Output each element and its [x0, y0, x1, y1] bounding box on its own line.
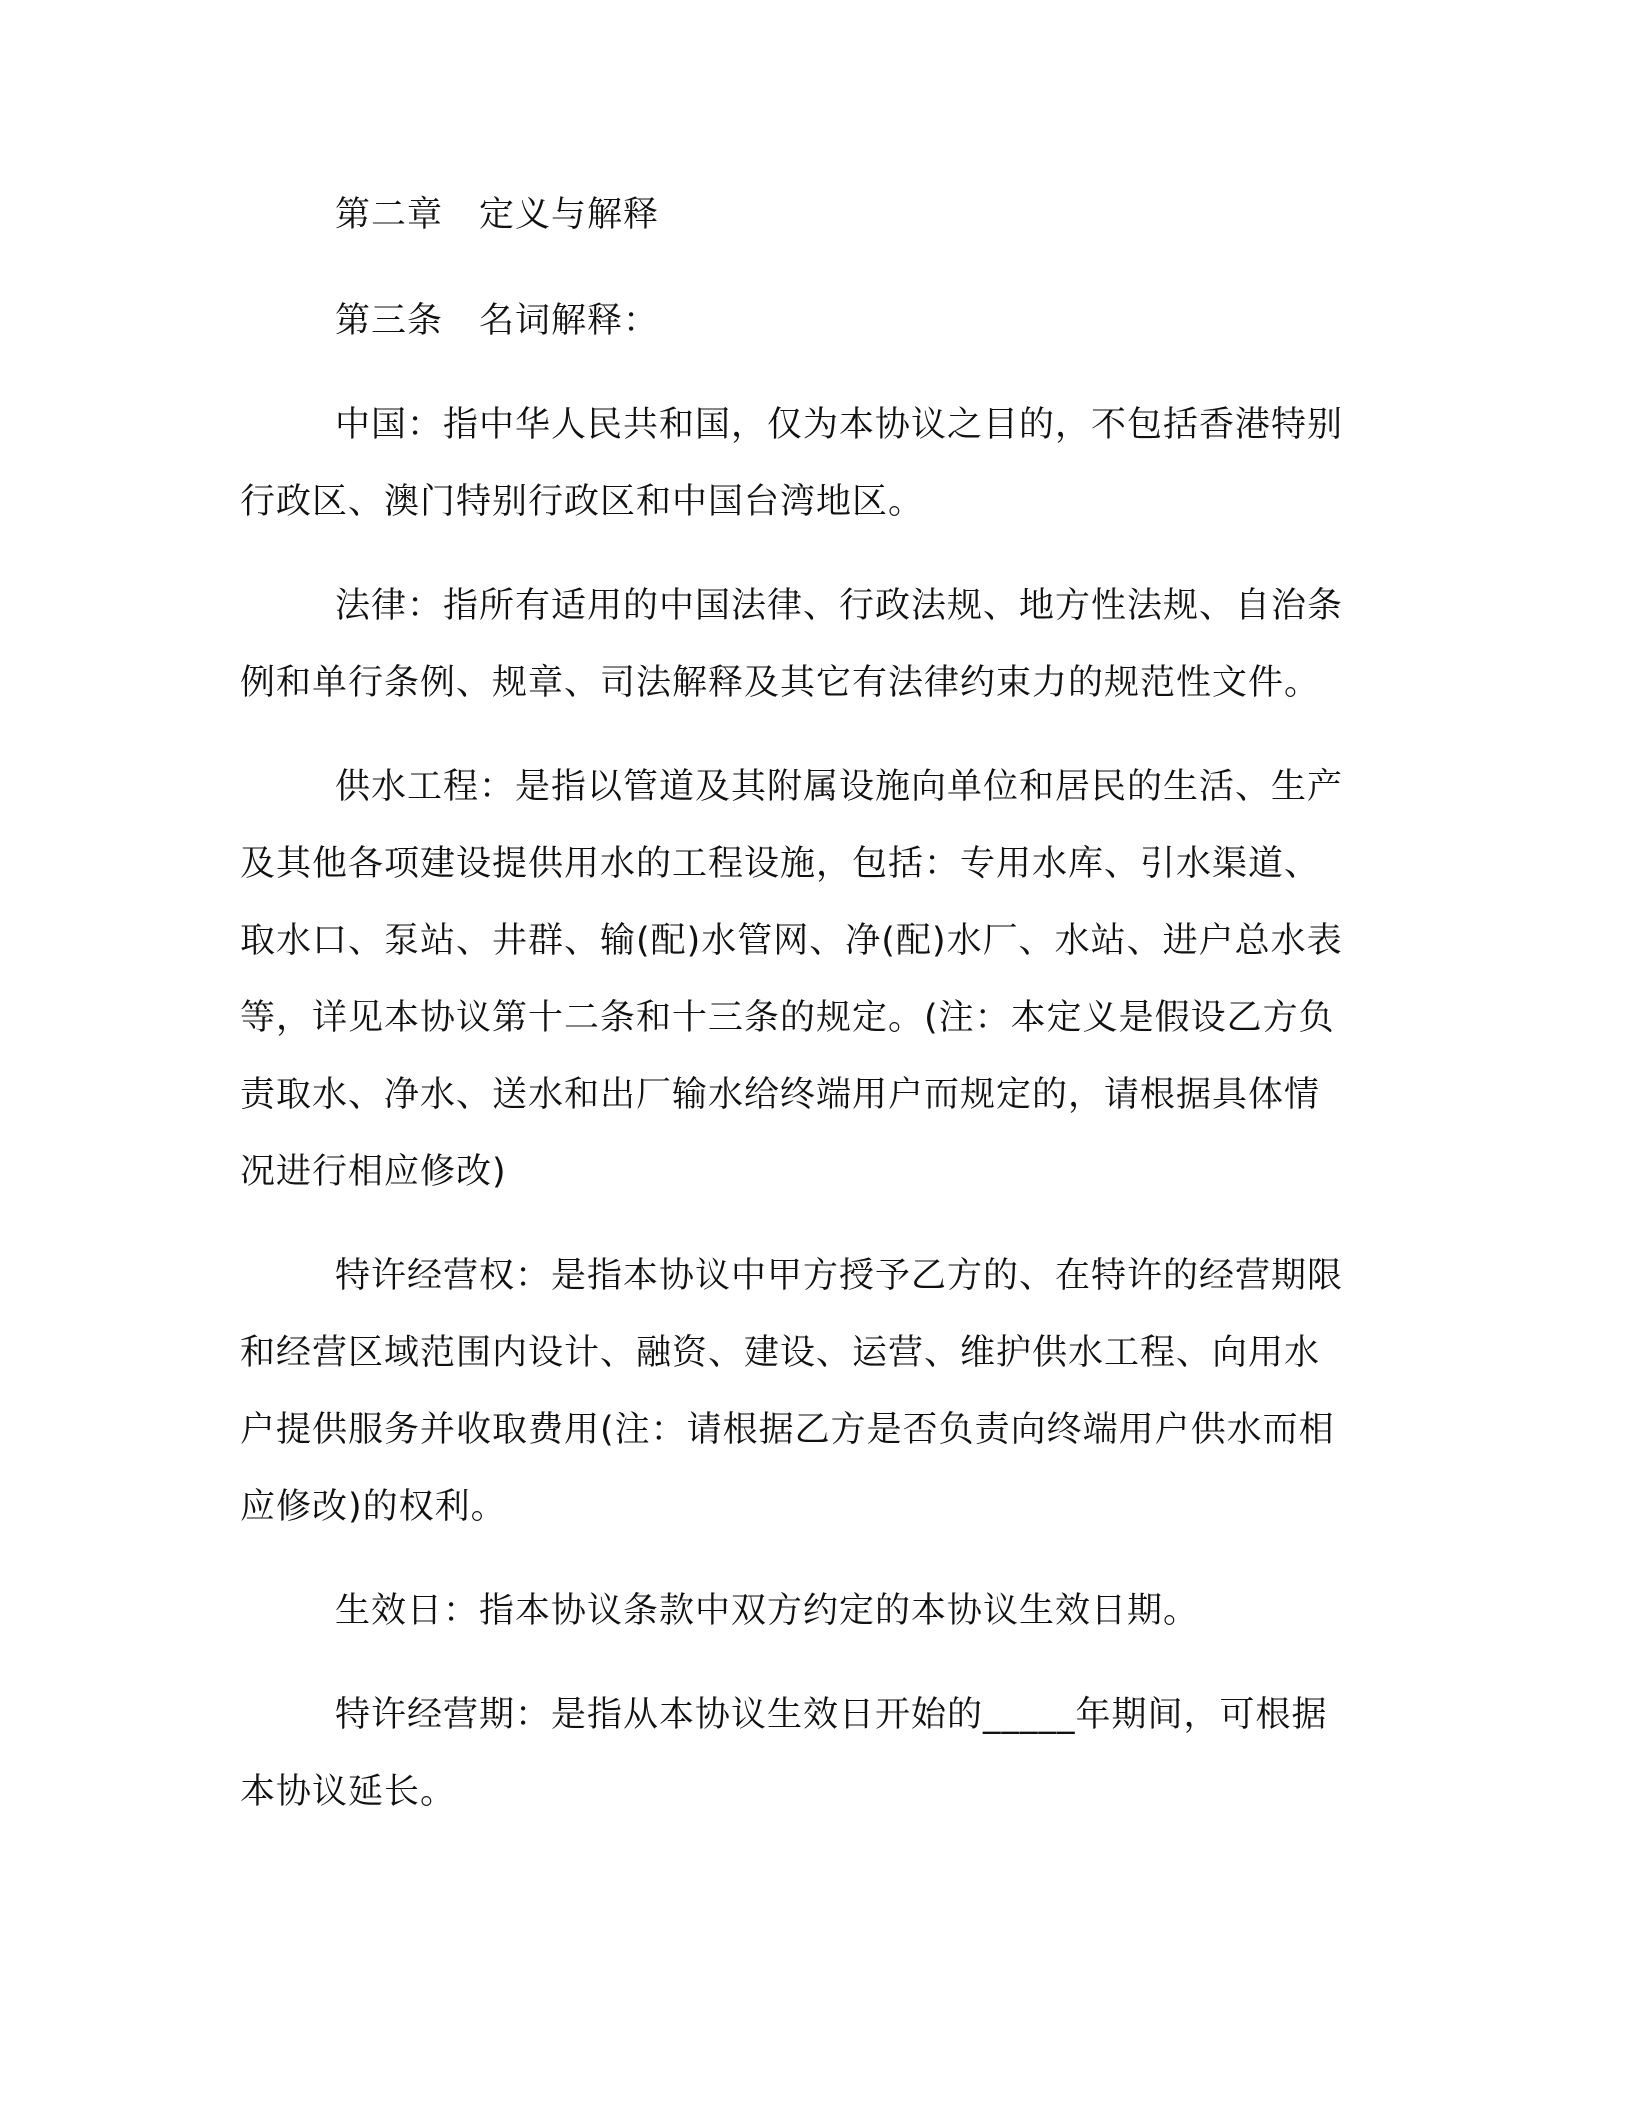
definition-franchise-period-line-2: 本协议延长。 [240, 1772, 457, 1812]
definition-law-line-1: 法律：指所有适用的中国法律、行政法规、地方性法规、自治条 [335, 586, 1344, 626]
definition-water-project-line-3: 取水口、泵站、井群、输(配)水管网、净(配)水厂、水站、进户总水表 [240, 921, 1343, 961]
definition-franchise-right-line-3: 户提供服务并收取费用(注：请根据乙方是否负责向终端用户供水而相 [240, 1410, 1335, 1450]
definition-china-line-2: 行政区、澳门特别行政区和中国台湾地区。 [240, 482, 925, 522]
definition-water-project-line-6: 况进行相应修改) [240, 1152, 507, 1192]
definition-china-line-1: 中国：指中华人民共和国，仅为本协议之目的，不包括香港特别 [335, 405, 1344, 445]
definition-franchise-right-line-4: 应修改)的权利。 [240, 1487, 507, 1527]
article-heading: 第三条 名词解释： [335, 301, 660, 341]
definition-law-line-2: 例和单行条例、规章、司法解释及其它有法律约束力的规范性文件。 [240, 663, 1321, 703]
definition-franchise-right-line-1: 特许经营权：是指本协议中甲方授予乙方的、在特许的经营期限 [335, 1256, 1344, 1296]
definition-effective-date-line-1: 生效日：指本协议条款中双方约定的本协议生效日期。 [335, 1591, 1200, 1631]
definition-water-project-line-1: 供水工程：是指以管道及其附属设施向单位和居民的生活、生产 [335, 767, 1344, 807]
definition-franchise-period-line-1: 特许经营期：是指从本协议生效日开始的_____年期间，可根据 [335, 1695, 1328, 1735]
definition-water-project-line-2: 及其他各项建设提供用水的工程设施，包括：专用水库、引水渠道、 [240, 844, 1321, 884]
definition-franchise-right-line-2: 和经营区域范围内设计、融资、建设、运营、维护供水工程、向用水 [240, 1333, 1321, 1373]
chapter-heading: 第二章 定义与解释 [335, 195, 660, 235]
definition-water-project-line-4: 等，详见本协议第十二条和十三条的规定。(注：本定义是假设乙方负 [240, 998, 1335, 1038]
definition-water-project-line-5: 责取水、净水、送水和出厂输水给终端用户而规定的，请根据具体情 [240, 1075, 1321, 1115]
